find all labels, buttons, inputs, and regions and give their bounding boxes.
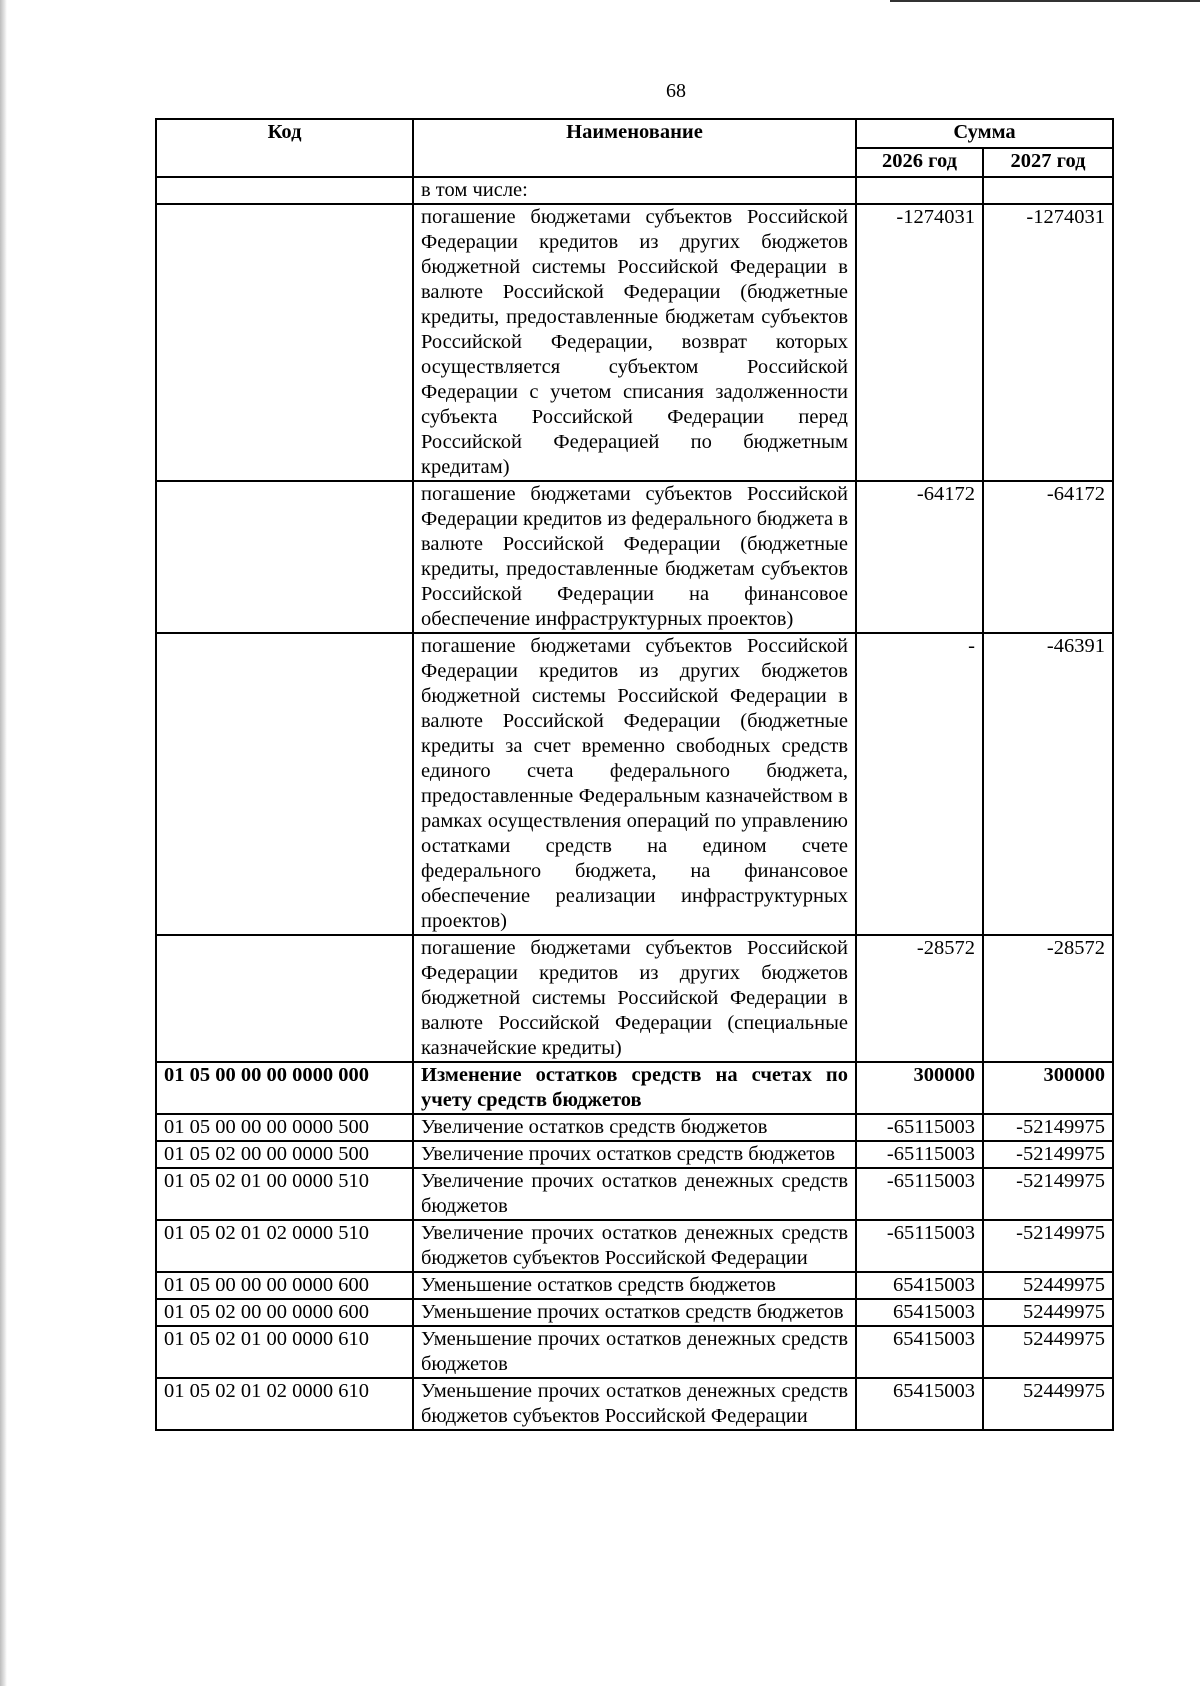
budget-table: [155, 118, 1114, 1431]
row-name: Уменьшение остатков средств бюджетов: [413, 1272, 856, 1299]
table-row: [156, 1220, 1113, 1272]
table-row: [156, 1114, 1113, 1141]
row-value-2026: 65415003: [856, 1378, 983, 1430]
row-value-2026: -: [856, 633, 983, 935]
row-value-2027: 52449975: [983, 1272, 1113, 1299]
row-code: 01 05 02 01 00 0000 610: [156, 1326, 413, 1378]
header-name: Наименование: [413, 119, 856, 177]
row-value-2027: 52449975: [983, 1299, 1113, 1326]
row-name: Увеличение прочих остатков денежных средств бюджетов: [413, 1168, 856, 1220]
row-name: Уменьшение прочих остатков денежных средств бюджетов субъектов Российской Федерации: [413, 1378, 856, 1430]
row-code: [156, 633, 413, 935]
row-code: 01 05 02 01 02 0000 510: [156, 1220, 413, 1272]
page-number: 68: [666, 80, 686, 102]
row-name: Уменьшение прочих остатков средств бюджетов: [413, 1299, 856, 1326]
table-row: [156, 1062, 1113, 1114]
row-value-2026: -64172: [856, 481, 983, 633]
row-value-2027: 52449975: [983, 1326, 1113, 1378]
table-row: [156, 204, 1113, 481]
row-name: погашение бюджетами субъектов Российской Федерации кредитов из других бюджетов бюджетной системы Российской Федерации в валюте Российской Федерации (бюджетные кредиты, предоставленные бюджетам субъектов Российской Федерации, возврат которых осуществляется субъектом Российской Федерации с учетом списания задолженности субъекта Российской Федерации перед Российской Федерацией по бюджетным кредитам): [413, 204, 856, 481]
row-value-2027: -28572: [983, 935, 1113, 1062]
row-value-2026: 300000: [856, 1062, 983, 1114]
header-year-2027: 2027 год: [983, 148, 1113, 177]
header-year-2026: 2026 год: [856, 148, 983, 177]
table-row: [156, 1168, 1113, 1220]
row-code: [156, 177, 413, 204]
row-value-2026: 65415003: [856, 1299, 983, 1326]
row-code: 01 05 00 00 00 0000 600: [156, 1272, 413, 1299]
row-name: погашение бюджетами субъектов Российской Федерации кредитов из других бюджетов бюджетной системы Российской Федерации в валюте Российской Федерации (бюджетные кредиты за счет временно свободных средств единого счета федерального бюджета, предоставленные Федеральным казначейством в рамках осуществления операций по управлению остатками средств на едином счете федерального бюджета, на финансовое обеспечение реализации инфраструктурных проектов): [413, 633, 856, 935]
row-value-2026: -28572: [856, 935, 983, 1062]
row-name: погашение бюджетами субъектов Российской Федерации кредитов из федерального бюджета в валюте Российской Федерации (бюджетные кредиты, предоставленные бюджетам субъектов Российской Федерации на финансовое обеспечение инфраструктурных проектов): [413, 481, 856, 633]
row-code: 01 05 02 01 02 0000 610: [156, 1378, 413, 1430]
row-value-2026: -1274031: [856, 204, 983, 481]
table-row: [156, 1141, 1113, 1168]
row-value-2027: 300000: [983, 1062, 1113, 1114]
row-code: [156, 481, 413, 633]
table-row: [156, 1299, 1113, 1326]
row-value-2027: -52149975: [983, 1220, 1113, 1272]
scan-edge: [0, 0, 7, 1686]
row-value-2026: -65115003: [856, 1114, 983, 1141]
row-value-2026: -65115003: [856, 1220, 983, 1272]
row-name: в том числе:: [413, 177, 856, 204]
row-code: [156, 204, 413, 481]
row-code: 01 05 02 00 00 0000 600: [156, 1299, 413, 1326]
row-name: погашение бюджетами субъектов Российской Федерации кредитов из других бюджетов бюджетной системы Российской Федерации в валюте Российской Федерации (специальные казначейские кредиты): [413, 935, 856, 1062]
table-row: [156, 481, 1113, 633]
row-code: 01 05 00 00 00 0000 000: [156, 1062, 413, 1114]
row-value-2026: [856, 177, 983, 204]
table-row: [156, 177, 1113, 204]
row-value-2027: -1274031: [983, 204, 1113, 481]
header-sum: Сумма: [856, 119, 1113, 148]
table-row: [156, 1326, 1113, 1378]
top-rule: [890, 0, 1200, 2]
row-value-2026: -65115003: [856, 1141, 983, 1168]
table-body: [156, 177, 1113, 1430]
row-value-2026: 65415003: [856, 1272, 983, 1299]
row-value-2026: 65415003: [856, 1326, 983, 1378]
row-value-2027: -64172: [983, 481, 1113, 633]
row-value-2027: -52149975: [983, 1114, 1113, 1141]
row-name: Уменьшение прочих остатков денежных средств бюджетов: [413, 1326, 856, 1378]
row-value-2027: -52149975: [983, 1168, 1113, 1220]
row-name: Увеличение прочих остатков денежных средств бюджетов субъектов Российской Федерации: [413, 1220, 856, 1272]
row-code: 01 05 02 01 00 0000 510: [156, 1168, 413, 1220]
row-value-2027: [983, 177, 1113, 204]
header-code: Код: [156, 119, 413, 177]
row-name: Изменение остатков средств на счетах по учету средств бюджетов: [413, 1062, 856, 1114]
row-value-2026: -65115003: [856, 1168, 983, 1220]
row-code: 01 05 00 00 00 0000 500: [156, 1114, 413, 1141]
table-row: [156, 1378, 1113, 1430]
row-name: Увеличение прочих остатков средств бюджетов: [413, 1141, 856, 1168]
row-value-2027: 52449975: [983, 1378, 1113, 1430]
table-row: [156, 633, 1113, 935]
table-row: [156, 1272, 1113, 1299]
row-value-2027: -52149975: [983, 1141, 1113, 1168]
row-code: 01 05 02 00 00 0000 500: [156, 1141, 413, 1168]
row-name: Увеличение остатков средств бюджетов: [413, 1114, 856, 1141]
row-code: [156, 935, 413, 1062]
table-row: [156, 935, 1113, 1062]
row-value-2027: -46391: [983, 633, 1113, 935]
